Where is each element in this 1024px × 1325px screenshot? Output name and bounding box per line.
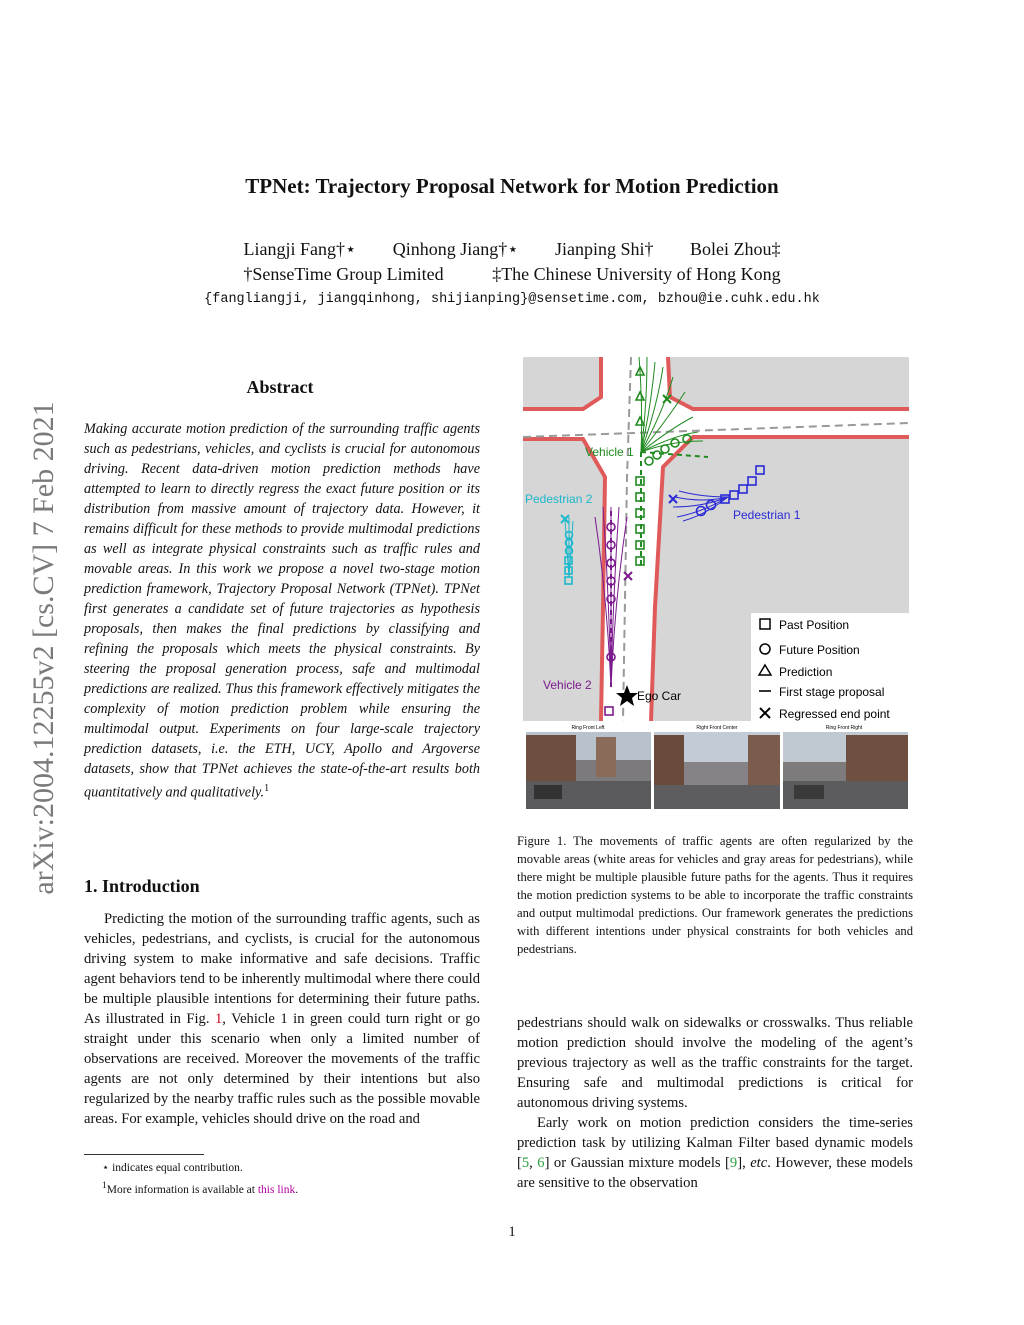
abstract-text: [84, 419, 480, 803]
abstract-heading: Abstract: [246, 377, 314, 397]
author-emails: {fangliangji, jiangqinhong, shijianping}@sensetime.com, bzhou@ie.cuhk.edu.hk: [204, 292, 820, 307]
legend-past-position: Past Position: [779, 618, 850, 632]
section-heading-introduction: 1. Introduction: [84, 876, 200, 896]
author: Liangji Fang†⋆: [243, 239, 357, 259]
intro-text: ],: [737, 1155, 751, 1171]
page-number: 1: [508, 1224, 516, 1240]
intro-text: ] or Gaussian mixture models [: [544, 1155, 730, 1171]
intro-text: etc: [750, 1155, 768, 1171]
label-pedestrian-1: Pedestrian 1: [733, 508, 801, 522]
legend-prediction: Prediction: [779, 665, 833, 679]
camera-front-left: [526, 725, 651, 809]
footnote-text: indicates equal contribution.: [109, 1162, 243, 1174]
abstract-body: Making accurate motion prediction of the surrounding traffic agents such as pedestrians, vehicles, and cyclists is crucial for autonomous driving. Recent data-driven motion prediction methods have attempted to learn to directly regress the exact future position or its distribution from massive amount of trajectory data. However, it remains difficult for these methods to provide multimodal predictions as well as integrate physical constraints such as traffic rules and movable areas. In this work we propose a novel two-stage motion prediction framework, Trajectory Proposal Network (TPNet). TPNet first generates a candidate set of future trajectories as hypothesis proposals, then makes the final predictions by classifying and refining the proposals which meets the physical constraints. By steering the proposal generation process, safe and multimodal predictions are realized. Thus this framework effectively mitigates the complexity of motion prediction problem while ensuring the multimodal output. Experiments on four large-scale trajectory prediction datasets, i.e. the ETH, UCY, Apollo and Argoverse datasets, show that TPNet achieves the state-of-the-art results both quantitatively and qualitatively.: [84, 421, 480, 801]
arxiv-identifier: arXiv:2004.12255v2 [cs.CV] 7 Feb 2021: [27, 401, 60, 895]
footnote-mark: 1: [102, 1180, 107, 1191]
camera-label: Right Front Center: [696, 725, 738, 731]
footnote-link[interactable]: this link: [257, 1183, 296, 1196]
legend-first-stage-proposal: First stage proposal: [779, 685, 885, 699]
footnote-text: .: [295, 1183, 299, 1196]
intro-text: , Vehicle 1 in green could turn right or go straight under this scenario when only a limited number of observations are received. Moreover the movements of the traffic agents are not only determined by their intentions but also regularized by the nearby traffic rules such as the possible movable areas. For example, vehicles should drive on the road and: [84, 1011, 480, 1127]
figure-ref-link[interactable]: 1: [214, 1011, 223, 1027]
camera-front-right: [783, 725, 908, 809]
citation-link[interactable]: 6: [537, 1155, 545, 1171]
paper-title: TPNet: Trajectory Proposal Network for Motion Prediction: [245, 174, 779, 198]
intro-paragraph-1-continued: pedestrians should walk on sidewalks or crosswalks. Thus reliable motion prediction should involve the modeling of the agent’s previous trajectory as well as the traffic constraints for the target. Ensuring safe and multimodal predictions is critical for autonomous driving systems.: [517, 1015, 913, 1111]
author: Qinhong Jiang†⋆: [392, 239, 519, 259]
intro-paragraph-1: [84, 909, 480, 1129]
figure-1-caption: Figure 1. The movements of traffic agents are often regularized by the movable areas (white areas for vehicles and gray areas for pedestrians), while there might be multiple plausible future paths for the agents. Thus it requires the motion prediction systems to be able to incorporate the traffic constraints and output multimodal predictions. Our framework generates the predictions with different intentions under physical constraints for both vehicles and pedestrians.: [517, 834, 913, 956]
camera-views: [526, 723, 908, 811]
citation-link[interactable]: 9: [729, 1155, 738, 1171]
intro-text: Early work on motion prediction considers the time-series prediction task by utilizing Kalman Filter based dynamic models [: [517, 1115, 913, 1171]
intro-text: . However, these models are sensitive to the observation: [517, 1155, 913, 1191]
citation-link[interactable]: 5: [521, 1155, 530, 1171]
footnote-text: More information is available at: [106, 1183, 258, 1196]
camera-label: Ring Front Left: [571, 725, 605, 731]
camera-front-center: [654, 725, 780, 809]
legend-future-position: Future Position: [779, 643, 860, 657]
intro-text: ,: [529, 1155, 538, 1171]
affiliation: ‡The Chinese University of Hong Kong: [492, 264, 781, 284]
footnote-marker[interactable]: 1: [264, 783, 270, 794]
author: Bolei Zhou‡: [690, 239, 781, 259]
legend-regressed-end-point: Regressed end point: [779, 707, 890, 721]
footnote-1: [84, 1161, 502, 1176]
footnote-rule: [84, 1154, 204, 1155]
label-vehicle-1: Vehicle 1: [585, 445, 634, 459]
intro-paragraph-2: [517, 1113, 913, 1193]
author-list: [0, 239, 1024, 260]
footnote-2: [84, 1178, 502, 1198]
footnote-mark: ⋆: [102, 1162, 110, 1174]
intro-text: Predicting the motion of the surrounding traffic agents, such as vehicles, pedestrians, and cyclists, is crucial for the autonomous driving system to make informative and safe decisions. Traffic agent behaviors tend to be inherently multimodal where there could be multiple plausible intentions for determining their future paths. As illustrated in Fig.: [84, 911, 480, 1027]
author: Jianping Shi†: [555, 239, 654, 259]
affiliation: †SenseTime Group Limited: [243, 264, 444, 284]
label-pedestrian-2: Pedestrian 2: [525, 492, 593, 506]
camera-label: Ring Front Right: [825, 725, 863, 731]
label-ego-car: Ego Car: [637, 689, 682, 703]
affiliations: [0, 264, 1024, 285]
label-vehicle-2: Vehicle 2: [543, 678, 592, 692]
figure-1-map: [523, 357, 909, 721]
